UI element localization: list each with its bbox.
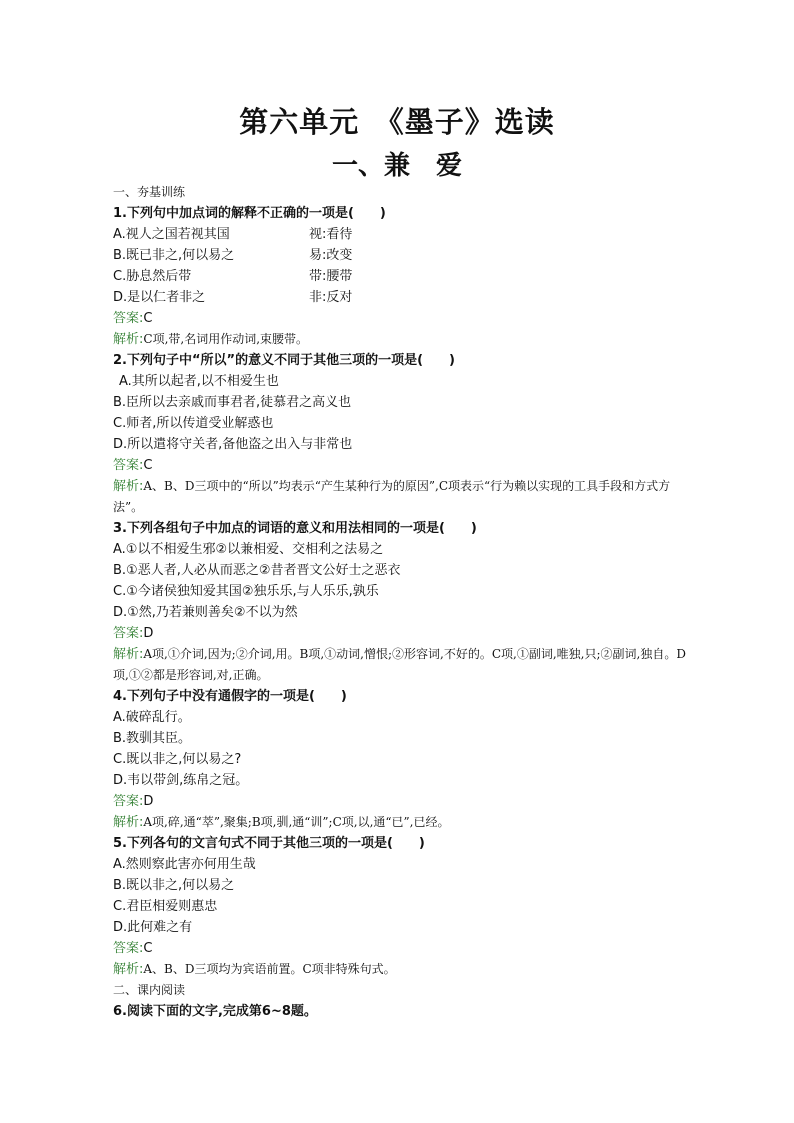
question-2-option-b: B.臣所以去亲戚而事君者,徒慕君之高义也 bbox=[113, 395, 352, 410]
question-4-answer bbox=[113, 791, 693, 812]
question-3-explanation bbox=[113, 644, 693, 686]
question-3-option-d: D.①然,乃若兼则善矣②不以为然 bbox=[113, 605, 298, 620]
question-4-explanation bbox=[113, 812, 693, 833]
question-1-answer bbox=[113, 308, 693, 329]
question-1-explanation bbox=[113, 329, 693, 350]
answer-value: D bbox=[143, 794, 154, 809]
answer-label: 答案: bbox=[113, 311, 144, 326]
question-2-option-c: C.师者,所以传道受业解惑也 bbox=[113, 416, 274, 431]
answer-value: C bbox=[143, 311, 153, 326]
answer-label: 答案: bbox=[113, 941, 144, 956]
question-2-answer bbox=[113, 455, 693, 476]
question-4-option-d: D.韦以带剑,练帛之冠。 bbox=[113, 773, 249, 788]
question-1-option-c bbox=[113, 266, 693, 287]
option-gloss: 非:反对 bbox=[309, 290, 353, 305]
unit-title: 第六单元 《墨子》选读 bbox=[239, 105, 555, 139]
question-2-option-a: A.其所以起者,以不相爱生也 bbox=[119, 374, 279, 389]
question-3-option-b: B.①恶人者,人必从而恶之②昔者晋文公好士之恶衣 bbox=[113, 563, 401, 578]
explanation-text: A、B、D三项均为宾语前置。C项非特殊句式。 bbox=[143, 962, 396, 976]
explanation-text: A项,①介词,因为;②介词,用。B项,①动词,憎恨;②形容词,不好的。C项,①副词,唯独,只;②副词,独自。D项,①②都是形容词,对,正确。 bbox=[113, 647, 686, 682]
question-5-stem: 5.下列各句的文言句式不同于其他三项的一项是( ) bbox=[113, 836, 425, 851]
question-3-answer bbox=[113, 623, 693, 644]
question-3-option-a: A.①以不相爱生邪②以兼相爱、交相利之法易之 bbox=[113, 542, 384, 557]
explanation-label: 解析: bbox=[113, 815, 144, 830]
question-1-option-a bbox=[113, 224, 693, 245]
answer-label: 答案: bbox=[113, 458, 144, 473]
question-2-option-d: D.所以遣将守关者,备他盗之出入与非常也 bbox=[113, 437, 353, 452]
option-text: A.视人之国若视其国 bbox=[113, 227, 230, 242]
lesson-title: 一、兼 爱 bbox=[331, 151, 462, 181]
explanation-text: A项,碎,通“萃”,聚集;B项,驯,通“训”;C项,以,通“已”,已经。 bbox=[143, 815, 450, 829]
question-1-stem: 1.下列句中加点词的解释不正确的一项是( ) bbox=[113, 206, 386, 221]
explanation-label: 解析: bbox=[113, 332, 144, 347]
question-2-explanation bbox=[113, 476, 693, 518]
question-5-answer bbox=[113, 938, 693, 959]
question-3-option-c: C.①今诸侯独知爱其国②独乐乐,与人乐乐,孰乐 bbox=[113, 584, 379, 599]
question-2-stem: 2.下列句子中“所以”的意义不同于其他三项的一项是( ) bbox=[113, 353, 455, 368]
option-gloss: 带:腰带 bbox=[309, 269, 353, 284]
question-3-stem: 3.下列各组句子中加点的词语的意义和用法相同的一项是( ) bbox=[113, 521, 477, 536]
explanation-label: 解析: bbox=[113, 479, 144, 494]
answer-label: 答案: bbox=[113, 794, 144, 809]
question-5-explanation bbox=[113, 959, 693, 980]
question-5-option-d: D.此何难之有 bbox=[113, 920, 193, 935]
question-4-stem: 4.下列句子中没有通假字的一项是( ) bbox=[113, 689, 347, 704]
answer-value: C bbox=[143, 458, 153, 473]
question-5-option-b: B.既以非之,何以易之 bbox=[113, 878, 235, 893]
option-text: B.既已非之,何以易之 bbox=[113, 248, 235, 263]
question-6-stem: 6.阅读下面的文字,完成第6~8题。 bbox=[113, 1004, 317, 1019]
explanation-label: 解析: bbox=[113, 647, 144, 662]
question-4-option-a: A.破碎乱行。 bbox=[113, 710, 191, 725]
question-5-option-c: C.君臣相爱则惠忠 bbox=[113, 899, 218, 914]
option-text: C.胁息然后带 bbox=[113, 269, 192, 284]
question-5-option-a: A.然则察此害亦何用生哉 bbox=[113, 857, 256, 872]
explanation-text: A、B、D三项中的“所以”均表示“产生某种行为的原因”,C项表示“行为赖以实现的工具手段和方式方法”。 bbox=[113, 479, 671, 514]
option-text: D.是以仁者非之 bbox=[113, 290, 206, 305]
answer-value: D bbox=[143, 626, 154, 641]
section-heading-basic: 一、夯基训练 bbox=[113, 185, 186, 199]
answer-value: C bbox=[143, 941, 153, 956]
explanation-text: C项,带,名词用作动词,束腰带。 bbox=[143, 332, 309, 346]
option-gloss: 视:看待 bbox=[309, 227, 353, 242]
section-heading-reading: 二、课内阅读 bbox=[113, 983, 186, 997]
question-1-option-b bbox=[113, 245, 693, 266]
question-4-option-c: C.既以非之,何以易之? bbox=[113, 752, 242, 767]
explanation-label: 解析: bbox=[113, 962, 144, 977]
worksheet-body bbox=[113, 182, 693, 1022]
question-1-option-d bbox=[113, 287, 693, 308]
option-gloss: 易:改变 bbox=[309, 248, 353, 263]
answer-label: 答案: bbox=[113, 626, 144, 641]
question-4-option-b: B.教驯其臣。 bbox=[113, 731, 192, 746]
